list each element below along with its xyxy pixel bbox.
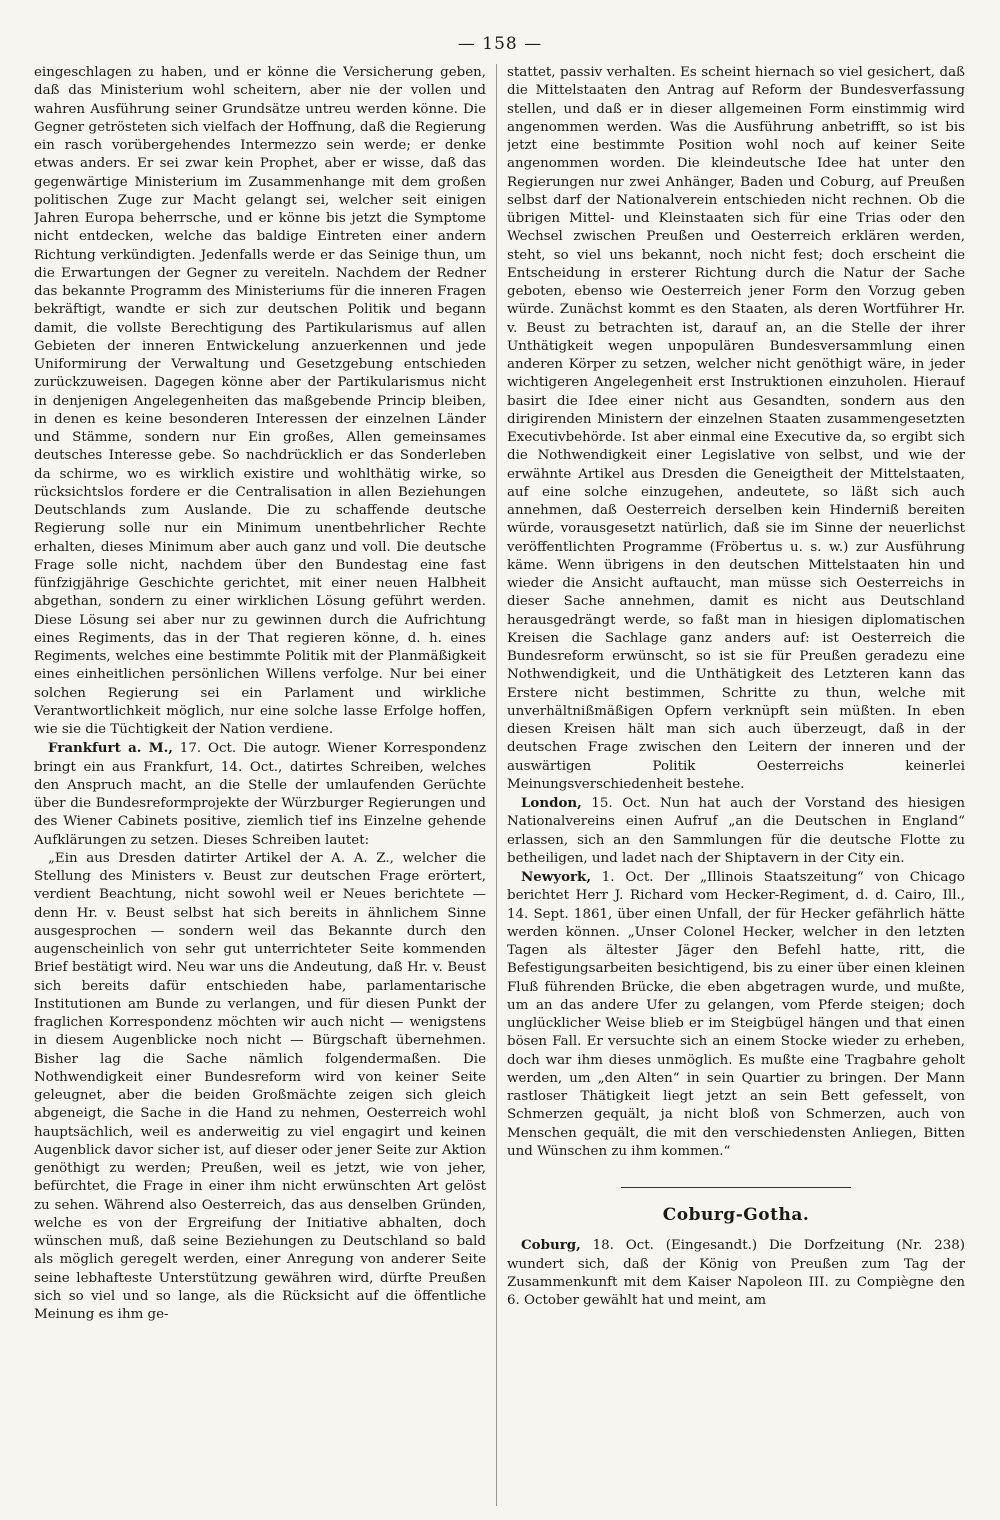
section-rule — [621, 1187, 851, 1188]
paragraph-ministerium-speech: eingeschlagen zu haben, und er könne die Versicherung geben, daß das Ministerium wohl scheitern, aber nie der vollen und wahren Ausführung seiner Grundsätze untreu werden könne. Die Gegner getrösteten sich vielfach der Hoffnung, daß die Regierung ein rasch vorübergehendes Intermezzo sein werde; er denke etwas anders. Er sei zwar kein Prophet, aber er wisse, daß das gegenwärtige Ministerium im Zusammenhange mit dem großen politischen Zuge zur Macht gelangt sei, welcher seit einigen Jahren Europa beherrsche, und er könne bis jetzt die Symptome nicht entdecken, welche das baldige Eintreten einer andern Richtung verkündigten. Jedenfalls werde er das Seinige thun, um die Erwartungen der Gegner zu vereiteln. Nachdem der Redner das bekannte Programm des Ministeriums für die inneren Fragen bekräftigt, wandte er sich zur deutschen Politik und begann damit, die vollste Berechtigung des Partikularismus auf allen Gebieten der inneren Entwickelung anzuerkennen und jede Uniformirung der Verwaltung und Gesetzgebung entschieden zurückzuweisen. Dagegen könne aber der Partikularismus nicht in denjenigen Angelegenheiten das maßgebende Princip bleiben, in denen es keine besonderen Interessen der einzelnen Länder und Stämme, sondern nur Ein großes, Allen gemeinsames deutsches Interesse gebe. So nachdrücklich er das Sonderleben da schirme, wo es wirklich existire und wohlthätig wirke, so rücksichtslos fordere er die Centralisation in allen Beziehungen Deutschlands zum Auslande. Die zu schaffende deutsche Regierung solle nur ein Minimum unentbehrlicher Rechte erhalten, dieses Minimum aber auch ganz und voll. Die deutsche Frage solle nicht, nachdem über den Bundestag eine fast fünfzigjährige Geschichte gerichtet, mit einer neuen Halbheit abgethan, sondern zu einer wirklichen Lösung geführt werden. Diese Lösung sei aber nur zu gewinnen durch die Aufrichtung eines Regiments, das in der That regieren könne, d. h. eines Regiments, welches eine bestimmte Politik mit der Planmäßigkeit eines einheitlichen persönlichen Willens verfolge. Nur bei einer solchen Regierung sei ein Parlament und wirkliche Verantwortlichkeit möglich, nur eine solche lasse Erfolge hoffen, wie sie die Tüchtigkeit der Nation verdiene. — [34, 65, 486, 737]
dateline-frankfurt: Frankfurt a. M., — [48, 740, 173, 757]
paragraph-newyork — [507, 868, 965, 1161]
paragraph-newyork-text: 1. Oct. Der „Illinois Staatszeitung“ von Chicago berichtet Herr J. Richard vom Hecker-Regiment, d. d. Cairo, Ill., 14. Sept. 1861, über einen Unfall, der für Hecker gefährlich hätte werden können. „Unser Colonel Hecker, welcher in den letzten Tagen als ältester Jäger den Befehl hatte, ritt, die Befestigungsarbeiten besichtigend, bis zu einer über einen kleinen Fluß führenden Brücke, die eben abgetragen wurde, und mußte, um an das andere Ufer zu gelangen, vom Pferde steigen; doch unglücklicher Weise blieb er im Steigbügel hängen und that einen bösen Fall. Er versuchte sich an einem Stocke wieder zu erheben, doch war ihm dieses unmöglich. Es mußte eine Tragbahre geholt werden, um „den Alten“ in sein Quartier zu bringen. Der Mann rastloser Thätigkeit liegt jetzt an sein Bett gefesselt, von Schmerzen gequält, ja nicht bloß von Schmerzen, auch von Menschen gequält, die mit den verschiedensten Anliegen, Bitten und Wünschen zu ihm kommen.“ — [507, 870, 965, 1159]
paragraph-dresden-article: „Ein aus Dresden datirter Artikel der A. A. Z., welcher die Stellung des Ministers v. Beust zur deutschen Frage erörtert, verdient Beachtung, nicht sowohl weil er Neues berichtete — denn Hr. v. Beust selbst hat sich bereits in ähnlichem Sinne ausgesprochen — sondern weil das Bekannte durch den augenscheinlich von sehr gut unterrichteter Seite kommenden Brief bestätigt wird. Neu war uns die Andeutung, daß Hr. v. Beust sich bereits dafür entschieden habe, parlamentarische Institutionen am Bunde zu verlangen, und für diesen Punkt der fraglichen Korrespondenz möchten wir auch nicht — wenigstens in diesem Augenblicke noch nicht — Bürgschaft übernehmen. Bisher lag die Sache nämlich folgendermaßen. Die Nothwendigkeit einer Bundesreform wird von keiner Seite geleugnet, aber die beiden Großmächte zeigen sich gleich abgeneigt, die Sache in die Hand zu nehmen, Oesterreich wohl hauptsächlich, weil es anderweitig zu viel engagirt und keinen Augenblick davor sicher ist, auf dieser oder jener Seite zur Aktion genöthigt zu werden; Preußen, weil es jetzt, wie von jeher, befürchtet, die Frage in einer ihm nicht erwünschten Art gelöst zu sehen. Während also Oesterreich, das aus denselben Gründen, welche es von der Ergreifung der Initiative abhalten, doch wünschen muß, daß seine Beziehungen zu Deutschland so bald als möglich geregelt werden, einer Anregung von anderer Seite seine lebhafteste Unterstützung gewähren wird, dürfte Preußen sich so viel und so lange, als die Rücksicht auf die öffentliche Meinung es ihm ge- — [34, 850, 486, 1322]
paragraph-frankfurt — [34, 739, 486, 850]
paragraph-coburg-text: 18. Oct. (Eingesandt.) Die Dorfzeitung (Nr. 238) wundert sich, daß der König von Preußen zum Tag der Zusammenkunft mit dem Kaiser Napoleon III. zu Compiègne den 6. October gewählt hat und meint, am — [507, 1238, 965, 1308]
right-column — [507, 64, 965, 1508]
paragraph-mittelstaaten: stattet, passiv verhalten. Es scheint hiernach so viel gesichert, daß die Mittelstaaten den Antrag auf Reform der Bundesverfassung stellen, und daß er in dieser allgemeinen Form einstimmig wird angenommen werden. Was die Ausführung anbetrifft, so ist bis jetzt eine bestimmte Position wohl noch auf keiner Seite angenommen worden. Die kleindeutsche Idee hat unter den Regierungen nur zwei Anhänger, Baden und Coburg, auf Preußen selbst darf der Nationalverein entschieden nicht rechnen. Ob die übrigen Mittel- und Kleinstaaten sich für eine Trias oder den Wechsel zwischen Preußen und Oesterreich erklären werden, steht, so viel uns bekannt, noch nicht fest; doch erscheint die Entscheidung in ersterer Richtung durch die Natur der Sache geboten, ebenso wie Oesterreich jener Form den Vorzug geben würde. Zunächst kommt es den Staaten, als deren Wortführer Hr. v. Beust zu betrachten ist, darauf an, an die Stelle der ihrer Unthätigkeit wegen unpopulären Bundesversammlung einen anderen Körper zu setzen, welcher nicht genöthigt wäre, in jeder wichtigeren Angelegenheit erst Instruktionen einzuholen. Hierauf basirt die Idee einer nicht aus Gesandten, sondern aus den dirigirenden Ministern der einzelnen Staaten zusammengesetzten Executivbehörde. Ist aber einmal eine Executive da, so ergibt sich die Nothwendigkeit einer Legislative von selbst, und wie der erwähnte Artikel aus Dresden die Geneigtheit der Mittelstaaten, auf eine solche einzugehen, andeutete, so läßt sich auch annehmen, daß Oesterreich derselben kein Hinderniß bereiten würde, vorausgesetzt natürlich, daß sie im Sinne der neuerlichst veröffentlichten Programme (Fröbertus u. s. w.) zur Ausführung käme. Wenn übrigens in den deutschen Mittelstaaten hin und wieder die Ansicht auftaucht, man müsse sich Oesterreichs in dieser Sache annehmen, damit es nicht aus Deutschland herausgedrängt werde, so faßt man in hiesigen diplomatischen Kreisen die Sachlage ganz anders auf: ist Oesterreich die Bundesreform erwünscht, so ist sie für Preußen geradezu eine Nothwendigkeit, und die Unthätigkeit des Letzteren kann das Erstere nicht bestimmen, Schritte zu thun, welche mit unverhältnißmäßigen Opfern verknüpft sein müßten. In eben diesen Kreisen hält man sich auch überzeugt, daß in der deutschen Frage zwischen den Leitern der inneren und der auswärtigen Politik Oesterreichs keinerlei Meinungsverschiedenheit bestehe. — [507, 65, 965, 792]
column-divider — [496, 64, 497, 1506]
paragraph-coburg — [507, 1236, 965, 1310]
dateline-newyork: Newyork, — [521, 869, 591, 885]
paragraph-london-text: 15. Oct. Nun hat auch der Vorstand des hiesigen Nationalvereins einen Aufruf „an die Deutschen in England“ erlassen, sich an den Sammlungen für die deutsche Flotte zu betheiligen, und ladet nach der Shiptavern in der City ein. — [507, 796, 965, 866]
dateline-coburg: Coburg, — [521, 1237, 581, 1254]
paragraph-london — [507, 794, 965, 868]
page-number: — 158 — — [457, 34, 543, 54]
left-column — [34, 64, 486, 1508]
section-title-coburg-gotha: Coburg-Gotha. — [662, 1205, 810, 1225]
dateline-london: London, — [521, 795, 582, 811]
paragraph-frankfurt-text: 17. Oct. Die autogr. Wiener Korrespondenz bringt ein aus Frankfurt, 14. Oct., datirtes Schreiben, welches den Anspruch macht, an die Stelle der umlaufenden Gerüchte über die Bundesreformprojekte der Würzburger Regierungen und des Wiener Cabinets positive, ziemlich tief ins Einzelne gehende Aufklärungen zu setzen. Dieses Schreiben lautet: — [34, 741, 486, 848]
